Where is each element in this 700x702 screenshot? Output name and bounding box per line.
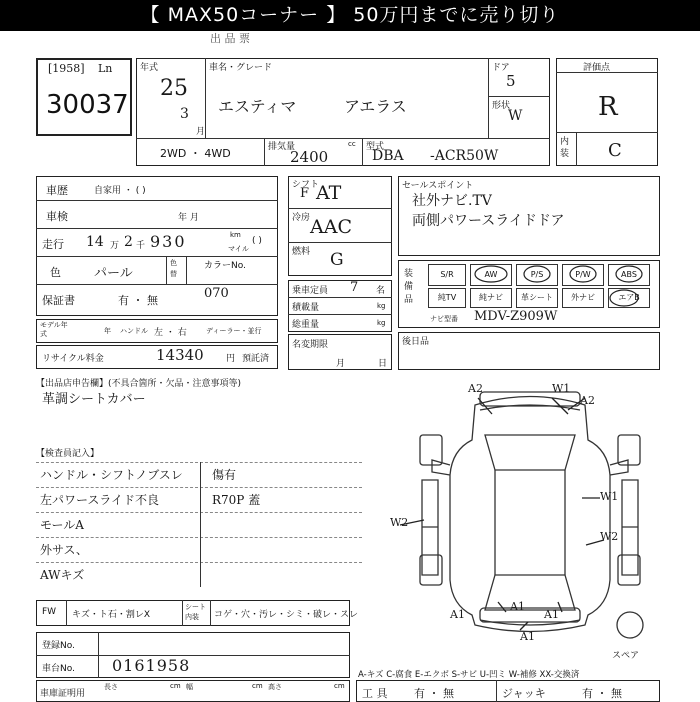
load-unit: kg: [377, 302, 386, 310]
damage-mark-9: A1: [520, 630, 535, 643]
damage-mark-5: W1: [600, 490, 619, 503]
tools-label: 工 具: [362, 687, 388, 700]
lot-code: [1958]: [48, 62, 85, 75]
rating-score: R: [598, 92, 618, 122]
seat-interior-label: シート内装: [185, 603, 206, 621]
dealer-label: ディーラー・並行: [206, 327, 262, 335]
load-label: 積載量: [292, 303, 320, 313]
color-value: パール: [94, 266, 133, 281]
frame-no-value: 0161958: [112, 656, 191, 675]
seat-value: 7: [350, 280, 359, 295]
equip-pw: P/W: [562, 264, 604, 286]
equipment-label: 装備品: [404, 269, 414, 305]
model-label: 型式: [366, 142, 385, 152]
equip-pure-tv: 純TV: [428, 288, 466, 308]
damage-mark-8: A1: [510, 600, 525, 613]
recycle-note: 預託済: [242, 354, 270, 364]
insurance-day: 日: [378, 359, 388, 369]
car-damage-diagram: [380, 380, 680, 650]
equip-pure-navi: 純ナビ: [470, 288, 512, 308]
shift-label: シフト: [292, 180, 320, 190]
inspector-note-right-1: 傷有: [212, 468, 237, 482]
damage-code-legend: A-キズ C-腐食 E-エクボ S-サビ U-凹ミ W-補修 XX-交換済: [358, 670, 580, 680]
cert-width-label: 幅: [186, 683, 193, 691]
damage-mark-2: W1: [552, 382, 571, 395]
jack-value: 有 ・ 無: [582, 687, 622, 700]
warranty-label: 保証書: [42, 294, 75, 307]
frame-no-label: 車台No.: [42, 664, 75, 674]
cert-length-unit: cm: [170, 682, 181, 690]
cert-height-label: 高さ: [268, 683, 282, 691]
weight-label: 総重量: [292, 320, 320, 330]
damage-mark-3: A2: [580, 394, 595, 407]
handle-value: 左 ・ 右: [154, 328, 187, 338]
warranty-value: 有 ・ 無: [118, 294, 158, 307]
seat-label: 乗車定員: [292, 286, 329, 296]
insurance-month: 月: [336, 359, 346, 369]
reg-no-label: 登録No.: [42, 641, 75, 651]
garage-cert-label: 車庫証明用: [40, 689, 86, 699]
seller-notes-label: 【出品店申告欄】(不具合箇所・欠品・注意事項等): [36, 379, 242, 389]
equip-sr: S/R: [428, 264, 466, 286]
tools-value: 有 ・ 無: [414, 687, 454, 700]
interior-label: 内装: [560, 137, 570, 159]
cert-length-label: 長さ: [104, 683, 118, 691]
inspector-note-2: 左パワースライド不良: [40, 493, 160, 507]
mileage-sen-unit: 千: [136, 241, 146, 251]
ac-label: 冷房: [292, 213, 311, 223]
inspector-note-5: AWキズ: [40, 568, 85, 582]
month-unit: 月: [196, 127, 206, 137]
seat-interior-legend: コゲ・穴・汚レ・シミ・破レ・スレ: [214, 610, 359, 620]
inspector-note-4: 外サス、: [40, 543, 88, 557]
cert-height-unit: cm: [334, 682, 345, 690]
displacement-value: 2400: [290, 148, 329, 166]
mile-unit: マイル: [228, 245, 249, 253]
fuel-value: G: [330, 250, 344, 270]
equipment-circles: [398, 260, 660, 328]
navi-value: MDV-Z909W: [474, 309, 558, 324]
record-value: 自家用 ・ ( ): [94, 186, 146, 196]
model-value: -ACR50W: [430, 148, 499, 164]
navi-label: ナビ型番: [430, 315, 458, 323]
name-label: 車名・グレード: [209, 63, 273, 73]
model-year-unit: 年: [104, 327, 111, 335]
later-docs-label: 後日品: [402, 337, 430, 347]
equip-ps: P/S: [516, 264, 558, 286]
lot-number: 30037: [46, 90, 129, 120]
year-label: 年式: [140, 63, 159, 73]
model-prefix: DBA: [372, 148, 404, 164]
door-value: 5: [506, 72, 516, 90]
equip-ext-navi: 外ナビ: [562, 288, 604, 308]
drive-options: 2WD ・ 4WD: [160, 147, 231, 160]
km-unit: km: [230, 231, 241, 239]
shape-label: 形状: [492, 101, 511, 111]
ac-value: AAC: [310, 216, 352, 238]
recycle-value: 14340: [156, 346, 204, 364]
later-docs-box: [398, 332, 660, 370]
mileage-rest: 930: [150, 232, 187, 251]
inspector-note-right-2: R70P 蓋: [212, 493, 261, 507]
sales-point-2: 両側パワースライドドア: [412, 213, 565, 229]
color-no-label: カラーNo.: [204, 261, 246, 271]
record-label: 車歴: [46, 184, 68, 197]
inspection-value: 年 月: [178, 213, 199, 223]
lot-unit: Ln: [98, 62, 113, 75]
inspection-label: 車検: [46, 210, 68, 223]
mileage-label: 走行: [42, 238, 64, 251]
inspector-note-3: モールA: [40, 518, 84, 532]
equip-abs: ABS: [608, 264, 650, 286]
seat-unit: 名: [376, 286, 386, 296]
car-grade: アエラス: [344, 97, 407, 116]
damage-mark-6: W2: [600, 530, 619, 543]
equip-aw: AW: [470, 264, 512, 286]
repaint-label: 色替: [170, 259, 177, 278]
color-no-value: 070: [204, 286, 229, 301]
equip-airbag: エアB: [608, 288, 650, 308]
displacement-label: 排気量: [268, 142, 296, 152]
model-year-label: モデル年式: [40, 321, 68, 338]
mileage-man-unit: 万: [110, 241, 120, 251]
interior-score: C: [608, 140, 622, 161]
mileage-sen: 2: [124, 234, 133, 250]
shift-prefix: F: [300, 186, 310, 201]
header-title-fragment: 出 品 票: [210, 32, 250, 45]
corner-banner: 【 MAX50コーナー 】 50万円までに売り切り: [0, 0, 700, 31]
inspector-label: 【検査員記入】: [36, 449, 100, 459]
cc-unit: cc: [348, 140, 356, 148]
equip-leather: 革シート: [516, 288, 558, 308]
month-value: 3: [180, 106, 189, 122]
fw-legend: キズ・ト石・割レX: [72, 610, 150, 620]
fuel-label: 燃料: [292, 247, 311, 257]
rating-label: 評価点: [583, 63, 611, 73]
mileage-man: 14: [86, 234, 104, 250]
damage-mark-10: A1: [544, 608, 559, 621]
insurance-label: 名変期限: [292, 340, 329, 350]
damage-mark-4: W2: [390, 516, 409, 529]
inspector-note-1: ハンドル・シフトノブスレ: [40, 468, 183, 482]
spare-label: スペア: [612, 651, 640, 661]
recycle-label: リサイクル料金: [42, 354, 104, 364]
cert-width-unit: cm: [252, 682, 263, 690]
damage-mark-1: A2: [468, 382, 483, 395]
handle-label: ハンドル: [120, 327, 148, 335]
sales-points-label: セールスポイント: [402, 181, 474, 191]
color-label: 色: [50, 266, 61, 279]
shape-value: W: [508, 108, 523, 124]
seller-notes-text: 革調シートカバー: [42, 392, 146, 407]
shift-value: AT: [316, 182, 342, 204]
recycle-unit: 円: [226, 354, 236, 364]
jack-label: ジャッキ: [502, 687, 546, 700]
fw-label: FW: [42, 607, 57, 617]
sales-point-1: 社外ナビ.TV: [412, 193, 492, 209]
damage-mark-7: A1: [450, 608, 465, 621]
car-name: エスティマ: [218, 97, 297, 116]
year-value: 25: [160, 76, 188, 101]
door-label: ドア: [492, 63, 510, 73]
